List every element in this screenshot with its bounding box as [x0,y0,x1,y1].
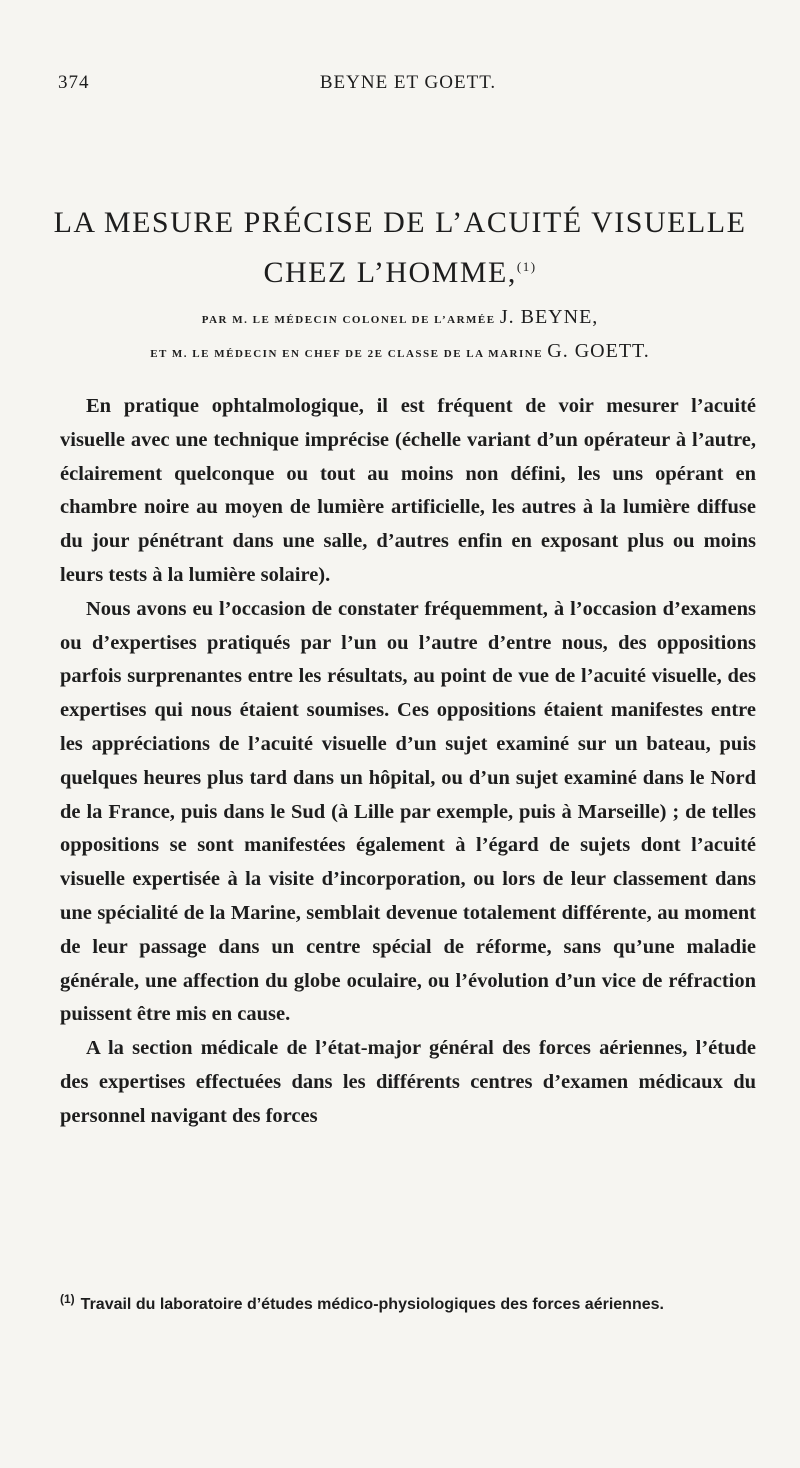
title-line-1: LA MESURE PRÉCISE DE L’ACUITÉ VISUELLE [53,206,747,239]
byline-author-1 [40,306,760,329]
footnote-mark: (1) [60,1291,75,1306]
body-text [60,390,756,1134]
footnote [60,1288,756,1322]
footnote-text: Travail du laboratoire d’études médico-physiologiques des forces aériennes. [80,1296,664,1313]
article-title [40,198,760,298]
byline-author-2 [40,340,760,363]
paragraph-3: A la section médicale de l’état-major général des forces aériennes, l’étude des expertises effectuées dans les différents centres d’examen médicaux du personnel navigant des forces [60,1037,756,1127]
running-head [58,72,758,102]
title-line-2-text: CHEZ L’HOMME, [263,256,517,289]
author-2-name: G. GOETT. [547,340,650,362]
title-footnote-mark: (1) [516,259,537,274]
paragraph-1: En pratique ophtalmologique, il est fréquent de voir mesurer l’acuité visuelle avec une technique imprécise (échelle variant d’un opérateur à l’autre, éclairement quelconque ou tout au moins non défini, les uns opérant en chambre noire au moyen de lumière artificielle, les autres à la lumière diffuse du jour pénétrant dans une salle, d’autres enfin en exposant plus ou moins leurs tests à la lumière solaire). [60,395,756,586]
title-line-2 [40,248,760,298]
paragraph-2: Nous avons eu l’occasion de constater fréquemment, à l’occasion d’examens ou d’expertises pratiqués par l’un ou l’autre d’entre nous, des oppositions parfois surprenantes entre les résultats, au point de vue de l’acuité visuelle, des expertises qui nous étaient soumises. Ces oppositions étaient manifestes entre les appréciations de l’acuité visuelle d’un sujet examiné sur un bateau, puis quelques heures plus tard dans un hôpital, ou d’un sujet examiné dans le Nord de la France, puis dans le Sud (à Lille par exemple, puis à Marseille) ; de telles oppositions se sont manifestées également à l’égard de sujets dont l’acuité visuelle expertisée à la visite d’incorporation, ou lors de leur classement dans une spécialité de la Marine, semblait devenue totalement différente, au moment de leur passage dans un centre spécial de réforme, sans qu’une maladie générale, une affection du globe oculaire, ou l’évolution d’un vice de réfraction puissent être mis en cause. [60,597,756,1026]
running-title: BEYNE ET GOETT. [319,72,497,93]
byline-2-prefix: ET M. LE MÉDECIN EN CHEF DE 2E CLASSE DE LA MARINE [150,348,544,360]
page-number: 374 [58,72,90,93]
byline-1-prefix: PAR M. LE MÉDECIN COLONEL DE L’ARMÉE [201,314,496,326]
author-1-name: J. BEYNE, [499,306,599,328]
